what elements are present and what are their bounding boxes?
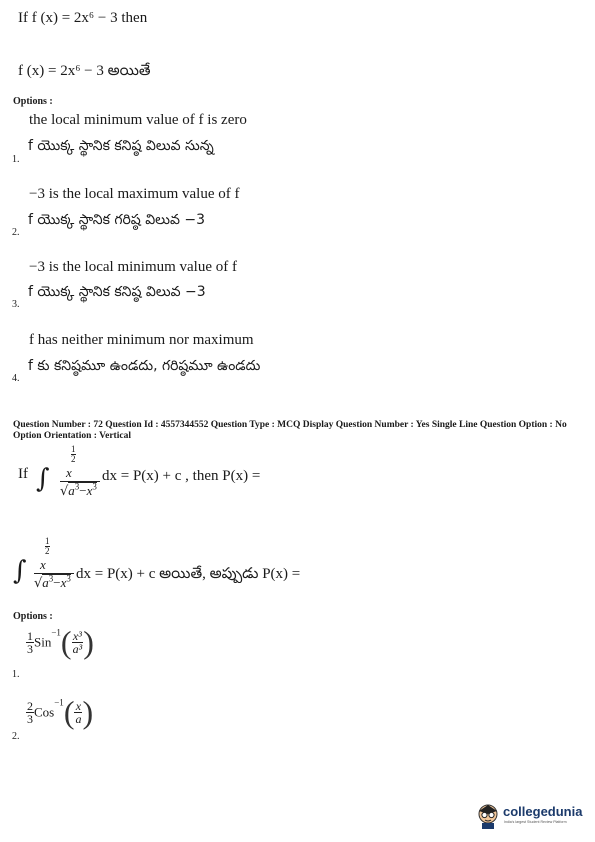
brand-name: collegedunia [503,804,583,819]
option-2-number: 2. [12,227,20,238]
opt2-coef-den: 3 [27,712,33,726]
root-x-telugu: x [60,575,67,590]
options-label: Options : [13,96,53,107]
opt1-arg [72,630,84,655]
rhs-english: dx = P(x) + c , then P(x) = [102,468,261,484]
root-a: a [68,483,75,498]
integral-sign-telugu: ∫ [13,556,27,586]
integral-sign: ∫ [36,464,50,494]
options-label-72: Options : [13,611,53,622]
option-2-telugu: f యొక్క స్థానిక గరిష్ఠ విలువ −3 [28,212,205,228]
exponent-fraction-telugu [45,537,50,556]
option-3-telugu: f యొక్క స్థానిక కనిష్ఠ విలువ −3 [28,284,206,300]
numerator-x: x [66,465,72,480]
opt2-arg-num: x [75,699,82,713]
opt1-coef-den: 3 [27,642,33,656]
brand-tagline: India's largest Student Review Platform [504,820,567,824]
option-2-english: −3 is the local maximum value of f [29,186,240,202]
option-4-number: 4. [12,373,20,384]
rhs-telugu: dx = P(x) + c అయితే, అప్పుడు P(x) = [76,566,301,582]
root-x-exp-telugu: 3 [66,573,71,584]
option-3-english: −3 is the local minimum value of f [29,259,238,275]
integrand-fraction-telugu [34,537,74,597]
opt1-coef [26,630,34,655]
denominator-root-telugu: $√a^3-x^3$ [34,573,71,591]
root-a-exp-telugu: 3 [48,573,54,584]
opt2-inverse: −1 [54,697,64,708]
exponent-fraction [71,445,76,464]
mascot-icon [476,802,500,830]
collegedunia-logo [476,800,583,832]
opt2-func: Cos [34,704,55,720]
option-4-telugu: f కు కనిష్ఠమూ ఉండదు, గరిష్ఠమూ ఉండదు [28,358,261,374]
option-1-english: the local minimum value of f is zero [29,112,247,128]
opt2-arg-den: a [75,712,82,726]
opt1-func: Sin [34,634,52,650]
option-72-2: $\frac{2}{3}$ Cos$^{-1}$( $\frac{x}{a}$ ) [27,694,94,730]
root-x-exp: 3 [92,481,97,492]
option-4-english: f has neither minimum nor maximum [29,332,254,348]
root-x: x [86,483,93,498]
question-71-telugu: f (x) = 2x⁶ − 3 అయితే [18,63,151,79]
root-a-telugu: a [42,575,49,590]
option-72-1-number: 1. [12,669,20,680]
opt2-coef [26,700,34,725]
option-3-number: 3. [12,299,20,310]
option-72-2-number: 2. [12,731,20,742]
denominator-root: $√a^3-x^3$ [60,481,97,499]
option-1-number: 1. [12,154,20,165]
question-72-meta: Question Number : 72 Question Id : 4557344552 Question Type : MCQ Display Question Number : Yes Single Line Question Option : No Option Orientation : Vertical [13,420,567,441]
exponent-num-telugu: 1 [45,536,50,546]
numerator-x-telugu: x [40,557,46,572]
opt1-arg-num: x³ [72,629,82,643]
question-71-english: If f (x) = 2x⁶ − 3 then [18,10,148,26]
option-72-1: $\frac{1}{3}$ Sin$^{-1}$( $\frac{\text{x³}}{\text{a³}}$ ) [27,624,94,660]
opt2-coef-num: 2 [27,699,33,713]
if-label: If [18,466,28,482]
opt1-arg-den: a³ [72,642,83,656]
root-a-exp: 3 [74,481,80,492]
exponent-den-telugu: 2 [45,546,50,556]
integrand-fraction [60,445,100,505]
exponent-den: 2 [71,454,76,464]
opt1-inverse: −1 [51,627,61,638]
opt1-coef-num: 1 [27,629,33,643]
exponent-num: 1 [71,444,76,454]
option-1-telugu: f యొక్క స్థానిక కనిష్ఠ విలువ సున్న [28,138,214,154]
